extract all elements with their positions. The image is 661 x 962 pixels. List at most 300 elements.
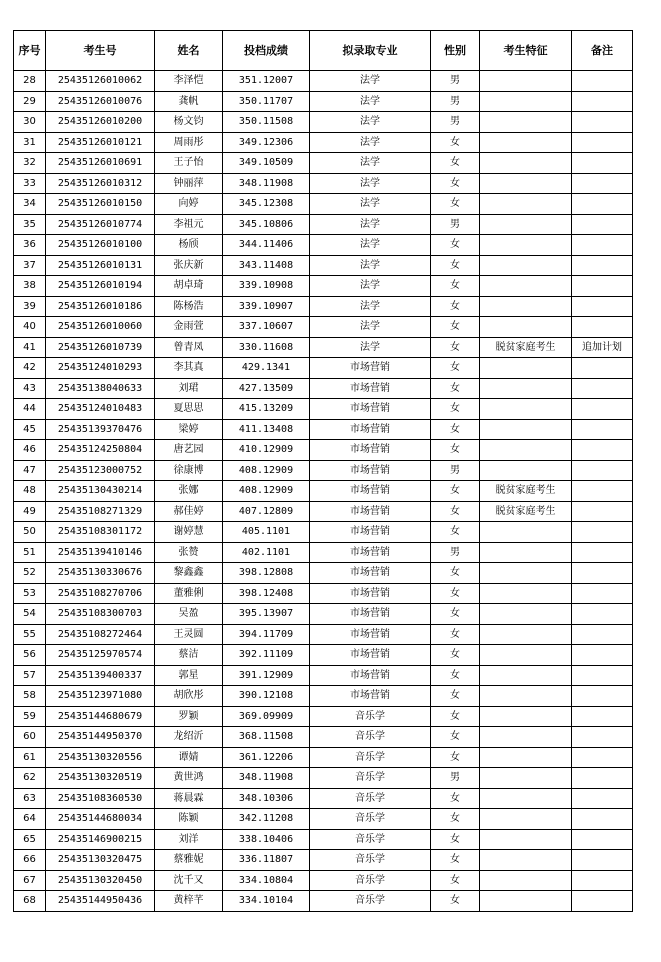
cell-seq: 38 [14, 276, 46, 297]
cell-major: 法学 [310, 194, 431, 215]
cell-score: 405.1101 [223, 522, 310, 543]
cell-major: 法学 [310, 112, 431, 133]
cell-gender: 女 [431, 194, 480, 215]
cell-exam-id: 25435139410146 [46, 542, 155, 563]
cell-seq: 32 [14, 153, 46, 174]
table-row [14, 788, 633, 809]
cell-gender: 女 [431, 645, 480, 666]
cell-feature [480, 153, 572, 174]
table-row [14, 481, 633, 502]
cell-gender: 男 [431, 542, 480, 563]
cell-remark [572, 870, 633, 891]
cell-seq: 52 [14, 563, 46, 584]
cell-gender: 女 [431, 706, 480, 727]
cell-remark [572, 91, 633, 112]
cell-name: 金雨萱 [155, 317, 223, 338]
cell-exam-id: 25435126010100 [46, 235, 155, 256]
cell-feature [480, 870, 572, 891]
cell-seq: 54 [14, 604, 46, 625]
cell-exam-id: 25435126010312 [46, 173, 155, 194]
cell-feature [480, 255, 572, 276]
cell-feature [480, 132, 572, 153]
cell-feature [480, 91, 572, 112]
cell-feature [480, 747, 572, 768]
cell-feature [480, 317, 572, 338]
cell-exam-id: 25435130320475 [46, 850, 155, 871]
cell-gender: 女 [431, 747, 480, 768]
cell-feature [480, 706, 572, 727]
cell-exam-id: 25435139370476 [46, 419, 155, 440]
cell-remark [572, 563, 633, 584]
cell-feature [480, 563, 572, 584]
cell-score: 334.10804 [223, 870, 310, 891]
cell-name: 王灵圆 [155, 624, 223, 645]
cell-name: 曾青凤 [155, 337, 223, 358]
cell-exam-id: 25435126010076 [46, 91, 155, 112]
cell-exam-id: 25435146900215 [46, 829, 155, 850]
cell-gender: 男 [431, 71, 480, 92]
cell-gender: 女 [431, 686, 480, 707]
cell-major: 市场营销 [310, 522, 431, 543]
table-row [14, 870, 633, 891]
cell-major: 法学 [310, 132, 431, 153]
table-row [14, 71, 633, 92]
table-row [14, 276, 633, 297]
cell-gender: 女 [431, 132, 480, 153]
cell-seq: 56 [14, 645, 46, 666]
cell-major: 市场营销 [310, 686, 431, 707]
table-row [14, 645, 633, 666]
cell-major: 市场营销 [310, 399, 431, 420]
cell-remark [572, 173, 633, 194]
cell-gender: 女 [431, 153, 480, 174]
table-header [14, 31, 633, 71]
table-row [14, 850, 633, 871]
cell-feature [480, 809, 572, 830]
cell-score: 407.12809 [223, 501, 310, 522]
cell-seq: 46 [14, 440, 46, 461]
cell-feature [480, 235, 572, 256]
cell-exam-id: 25435126010060 [46, 317, 155, 338]
table-row [14, 727, 633, 748]
cell-name: 唐艺园 [155, 440, 223, 461]
cell-seq: 31 [14, 132, 46, 153]
cell-exam-id: 25435126010774 [46, 214, 155, 235]
cell-name: 龚帆 [155, 91, 223, 112]
cell-exam-id: 25435126010691 [46, 153, 155, 174]
cell-seq: 64 [14, 809, 46, 830]
col-header-exam-id: 考生号 [46, 31, 155, 71]
cell-exam-id: 25435108270706 [46, 583, 155, 604]
cell-remark [572, 440, 633, 461]
cell-gender: 男 [431, 460, 480, 481]
cell-score: 392.11109 [223, 645, 310, 666]
cell-remark [572, 460, 633, 481]
cell-exam-id: 25435126010121 [46, 132, 155, 153]
cell-score: 411.13408 [223, 419, 310, 440]
cell-exam-id: 25435126010200 [46, 112, 155, 133]
cell-seq: 65 [14, 829, 46, 850]
cell-remark [572, 829, 633, 850]
cell-exam-id: 25435144680034 [46, 809, 155, 830]
cell-score: 349.10509 [223, 153, 310, 174]
cell-score: 410.12909 [223, 440, 310, 461]
cell-feature [480, 378, 572, 399]
cell-score: 408.12909 [223, 481, 310, 502]
cell-name: 杨颀 [155, 235, 223, 256]
cell-major: 音乐学 [310, 829, 431, 850]
table-row [14, 337, 633, 358]
cell-gender: 男 [431, 112, 480, 133]
cell-major: 市场营销 [310, 378, 431, 399]
cell-major: 市场营销 [310, 501, 431, 522]
cell-name: 罗颖 [155, 706, 223, 727]
cell-name: 谢婷慧 [155, 522, 223, 543]
cell-major: 法学 [310, 214, 431, 235]
cell-gender: 女 [431, 378, 480, 399]
cell-score: 398.12408 [223, 583, 310, 604]
cell-seq: 51 [14, 542, 46, 563]
table-row [14, 747, 633, 768]
cell-score: 334.10104 [223, 891, 310, 912]
cell-gender: 女 [431, 358, 480, 379]
cell-remark [572, 132, 633, 153]
cell-score: 408.12909 [223, 460, 310, 481]
cell-gender: 女 [431, 173, 480, 194]
cell-name: 徐康博 [155, 460, 223, 481]
table-row [14, 112, 633, 133]
cell-feature [480, 173, 572, 194]
cell-score: 429.1341 [223, 358, 310, 379]
cell-seq: 59 [14, 706, 46, 727]
cell-exam-id: 25435144950370 [46, 727, 155, 748]
cell-major: 市场营销 [310, 481, 431, 502]
cell-score: 361.12206 [223, 747, 310, 768]
cell-seq: 35 [14, 214, 46, 235]
cell-exam-id: 25435126010739 [46, 337, 155, 358]
cell-major: 市场营销 [310, 419, 431, 440]
cell-remark [572, 71, 633, 92]
cell-seq: 63 [14, 788, 46, 809]
cell-remark [572, 194, 633, 215]
cell-remark [572, 481, 633, 502]
table-row [14, 91, 633, 112]
cell-name: 陈颖 [155, 809, 223, 830]
cell-remark [572, 296, 633, 317]
cell-feature [480, 399, 572, 420]
cell-seq: 45 [14, 419, 46, 440]
cell-gender: 女 [431, 788, 480, 809]
cell-gender: 女 [431, 604, 480, 625]
cell-feature [480, 214, 572, 235]
cell-exam-id: 25435124010483 [46, 399, 155, 420]
table-row [14, 214, 633, 235]
cell-seq: 68 [14, 891, 46, 912]
cell-score: 343.11408 [223, 255, 310, 276]
cell-feature [480, 645, 572, 666]
cell-remark [572, 235, 633, 256]
table-row [14, 768, 633, 789]
cell-name: 刘洋 [155, 829, 223, 850]
cell-seq: 33 [14, 173, 46, 194]
table-row [14, 604, 633, 625]
cell-major: 法学 [310, 235, 431, 256]
cell-seq: 62 [14, 768, 46, 789]
cell-seq: 42 [14, 358, 46, 379]
cell-feature [480, 194, 572, 215]
cell-seq: 61 [14, 747, 46, 768]
cell-feature [480, 788, 572, 809]
cell-feature [480, 419, 572, 440]
cell-seq: 50 [14, 522, 46, 543]
cell-gender: 女 [431, 501, 480, 522]
cell-remark [572, 419, 633, 440]
cell-feature [480, 727, 572, 748]
cell-major: 法学 [310, 91, 431, 112]
cell-remark [572, 624, 633, 645]
cell-score: 368.11508 [223, 727, 310, 748]
col-header-remark: 备注 [572, 31, 633, 71]
cell-name: 梁婷 [155, 419, 223, 440]
cell-remark [572, 809, 633, 830]
table-row [14, 624, 633, 645]
cell-gender: 女 [431, 276, 480, 297]
cell-feature [480, 358, 572, 379]
cell-major: 市场营销 [310, 624, 431, 645]
cell-remark [572, 153, 633, 174]
cell-exam-id: 25435108360530 [46, 788, 155, 809]
cell-remark [572, 768, 633, 789]
cell-exam-id: 25435124250804 [46, 440, 155, 461]
cell-remark [572, 317, 633, 338]
cell-name: 张娜 [155, 481, 223, 502]
cell-major: 法学 [310, 296, 431, 317]
cell-exam-id: 25435139400337 [46, 665, 155, 686]
cell-score: 339.10908 [223, 276, 310, 297]
cell-major: 音乐学 [310, 727, 431, 748]
cell-gender: 女 [431, 255, 480, 276]
cell-gender: 男 [431, 91, 480, 112]
admission-sheet [13, 30, 633, 912]
cell-score: 402.1101 [223, 542, 310, 563]
table-row [14, 173, 633, 194]
cell-remark [572, 604, 633, 625]
cell-exam-id: 25435108300703 [46, 604, 155, 625]
cell-exam-id: 25435126010194 [46, 276, 155, 297]
cell-seq: 37 [14, 255, 46, 276]
col-header-gender: 性别 [431, 31, 480, 71]
cell-name: 陈杨浩 [155, 296, 223, 317]
cell-feature [480, 624, 572, 645]
cell-major: 市场营销 [310, 645, 431, 666]
cell-feature [480, 71, 572, 92]
cell-feature [480, 768, 572, 789]
cell-gender: 女 [431, 727, 480, 748]
cell-major: 法学 [310, 173, 431, 194]
table-row [14, 378, 633, 399]
col-header-seq: 序号 [14, 31, 46, 71]
cell-seq: 49 [14, 501, 46, 522]
cell-gender: 女 [431, 850, 480, 871]
cell-major: 市场营销 [310, 665, 431, 686]
cell-score: 391.12909 [223, 665, 310, 686]
cell-score: 345.10806 [223, 214, 310, 235]
cell-feature: 脱贫家庭考生 [480, 481, 572, 502]
cell-remark [572, 112, 633, 133]
cell-score: 350.11707 [223, 91, 310, 112]
cell-score: 351.12007 [223, 71, 310, 92]
cell-name: 李祖元 [155, 214, 223, 235]
cell-major: 市场营销 [310, 604, 431, 625]
cell-name: 郝佳婷 [155, 501, 223, 522]
cell-exam-id: 25435130320556 [46, 747, 155, 768]
cell-seq: 43 [14, 378, 46, 399]
cell-name: 蔡洁 [155, 645, 223, 666]
cell-name: 黄梓芊 [155, 891, 223, 912]
cell-gender: 女 [431, 399, 480, 420]
table-row [14, 829, 633, 850]
table-row [14, 522, 633, 543]
cell-score: 348.11908 [223, 173, 310, 194]
cell-seq: 40 [14, 317, 46, 338]
cell-remark [572, 214, 633, 235]
col-header-major: 拟录取专业 [310, 31, 431, 71]
cell-score: 415.13209 [223, 399, 310, 420]
cell-remark [572, 850, 633, 871]
table-row [14, 583, 633, 604]
cell-seq: 60 [14, 727, 46, 748]
cell-seq: 57 [14, 665, 46, 686]
cell-exam-id: 25435124010293 [46, 358, 155, 379]
cell-exam-id: 25435138040633 [46, 378, 155, 399]
cell-major: 音乐学 [310, 891, 431, 912]
cell-score: 348.10306 [223, 788, 310, 809]
cell-score: 349.12306 [223, 132, 310, 153]
cell-remark: 追加计划 [572, 337, 633, 358]
cell-name: 王子怡 [155, 153, 223, 174]
cell-name: 向婷 [155, 194, 223, 215]
cell-score: 390.12108 [223, 686, 310, 707]
table-row [14, 563, 633, 584]
cell-seq: 48 [14, 481, 46, 502]
cell-score: 369.09909 [223, 706, 310, 727]
cell-feature [480, 276, 572, 297]
table-row [14, 686, 633, 707]
cell-name: 周雨彤 [155, 132, 223, 153]
cell-score: 344.11406 [223, 235, 310, 256]
table-row [14, 132, 633, 153]
cell-name: 李其真 [155, 358, 223, 379]
cell-major: 法学 [310, 153, 431, 174]
cell-feature [480, 686, 572, 707]
cell-exam-id: 25435125970574 [46, 645, 155, 666]
cell-major: 音乐学 [310, 788, 431, 809]
table-row [14, 542, 633, 563]
cell-gender: 女 [431, 419, 480, 440]
table-row [14, 419, 633, 440]
cell-feature [480, 604, 572, 625]
table-row [14, 153, 633, 174]
cell-score: 338.10406 [223, 829, 310, 850]
cell-score: 394.11709 [223, 624, 310, 645]
cell-score: 337.10607 [223, 317, 310, 338]
col-header-score: 投档成绩 [223, 31, 310, 71]
cell-major: 法学 [310, 317, 431, 338]
cell-gender: 女 [431, 563, 480, 584]
cell-name: 胡卓琦 [155, 276, 223, 297]
cell-name: 蒋晨霖 [155, 788, 223, 809]
cell-seq: 29 [14, 91, 46, 112]
cell-seq: 55 [14, 624, 46, 645]
cell-gender: 男 [431, 214, 480, 235]
cell-seq: 39 [14, 296, 46, 317]
table-row [14, 809, 633, 830]
cell-feature [480, 440, 572, 461]
cell-score: 398.12808 [223, 563, 310, 584]
cell-name: 吴盈 [155, 604, 223, 625]
cell-remark [572, 747, 633, 768]
table-row [14, 255, 633, 276]
cell-major: 音乐学 [310, 850, 431, 871]
cell-remark [572, 358, 633, 379]
cell-feature [480, 583, 572, 604]
cell-feature [480, 460, 572, 481]
cell-major: 法学 [310, 337, 431, 358]
cell-seq: 30 [14, 112, 46, 133]
cell-remark [572, 727, 633, 748]
cell-remark [572, 501, 633, 522]
cell-seq: 36 [14, 235, 46, 256]
cell-major: 音乐学 [310, 809, 431, 830]
cell-remark [572, 522, 633, 543]
cell-gender: 女 [431, 296, 480, 317]
cell-remark [572, 276, 633, 297]
cell-feature: 脱贫家庭考生 [480, 501, 572, 522]
cell-gender: 女 [431, 235, 480, 256]
table-row [14, 194, 633, 215]
cell-feature: 脱贫家庭考生 [480, 337, 572, 358]
cell-gender: 女 [431, 317, 480, 338]
cell-feature [480, 850, 572, 871]
cell-exam-id: 25435126010062 [46, 71, 155, 92]
cell-exam-id: 25435144680679 [46, 706, 155, 727]
cell-gender: 女 [431, 624, 480, 645]
cell-name: 沈千又 [155, 870, 223, 891]
cell-score: 348.11908 [223, 768, 310, 789]
cell-seq: 44 [14, 399, 46, 420]
cell-feature [480, 522, 572, 543]
cell-major: 市场营销 [310, 542, 431, 563]
cell-feature [480, 891, 572, 912]
cell-score: 427.13509 [223, 378, 310, 399]
cell-major: 法学 [310, 255, 431, 276]
cell-exam-id: 25435123000752 [46, 460, 155, 481]
table-row [14, 358, 633, 379]
cell-gender: 女 [431, 583, 480, 604]
cell-exam-id: 25435126010150 [46, 194, 155, 215]
cell-gender: 女 [431, 809, 480, 830]
table-body [14, 71, 633, 912]
cell-exam-id: 25435130320450 [46, 870, 155, 891]
admission-table [13, 30, 633, 912]
cell-major: 市场营销 [310, 460, 431, 481]
cell-name: 钟丽萍 [155, 173, 223, 194]
cell-exam-id: 25435130320519 [46, 768, 155, 789]
cell-name: 夏思思 [155, 399, 223, 420]
cell-score: 345.12308 [223, 194, 310, 215]
cell-exam-id: 25435108272464 [46, 624, 155, 645]
cell-feature [480, 665, 572, 686]
